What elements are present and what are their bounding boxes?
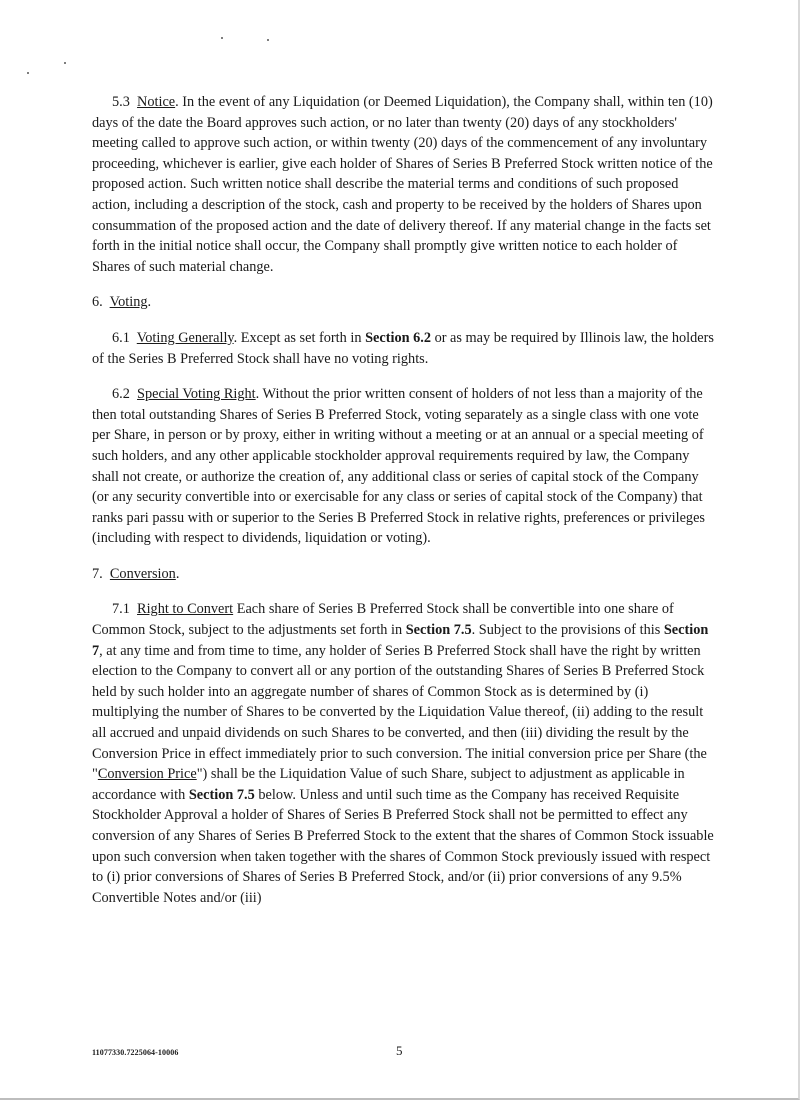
section-7-heading: 7. Conversion. — [92, 565, 180, 582]
section-number: 5.3 — [112, 94, 130, 110]
section-reference: Section 7 — [92, 622, 709, 659]
section-reference: Section 7.5 — [405, 622, 472, 639]
defined-term: Conversion Price — [97, 766, 197, 783]
section-number: 7. — [92, 565, 103, 582]
section-text: . Without the prior written consent of holders of not less than a majority of the then total outstanding Shares of Series B Preferred Stock, voting separately as a single class with one vote per Share, in person or by proxy, either in writing without a meeting or at an annual or a special meeting of such holders, and any other applicable stockholder approval requirements required by law, the Company shall not create, or authorize the creation of, any additional class or series of capital stock of the Company (or any security convertible into or exercisable for any class or series of capital stock of the Company) that ranks pari passu with or superior to the Series B Preferred Stock in relative rights, preferences or privileges (including with respect to dividends, liquidation or voting). — [92, 386, 705, 547]
section-title: Conversion — [109, 565, 176, 582]
section-title: Notice — [137, 94, 176, 110]
section-6-1: 6.1 Voting Generally. Except as set forth in Section 6.2 or as may be required by Illinois law, the holders of the Series B Preferred Stock shall have no voting rights. — [92, 329, 714, 367]
section-reference: Section 6.2 — [365, 329, 431, 346]
section-text: . In the event of any Liquidation (or Deemed Liquidation), the Company shall, within ten (10) days of the date the Board approves such action, or no later than twenty (20) days of any stockholders' meeting called to approve such action, or within twenty (20) days of the commencement of any involuntary proceeding, whichever is earlier, give each holder of Shares of Series B Preferred Stock written notice of the proposed action. Such written notice shall describe the material terms and conditions of such proposed action, including a description of the stock, cash and property to be received by the holders of Shares upon consummation of the proposed action and the date of delivery thereof. If any material change in the facts set forth in the initial notice shall occur, the Company shall promptly give written notice to each holder of Shares of such material change. — [92, 94, 713, 275]
section-6-heading: 6. Voting. — [92, 294, 152, 311]
section-number: 6.2 — [112, 386, 130, 403]
section-number: 7.1 — [112, 601, 130, 618]
section-5-3 — [92, 92, 714, 277]
section-6-2 — [92, 384, 714, 549]
section-number: 6. — [92, 294, 103, 311]
scan-speck — [64, 62, 66, 64]
section-title: Voting — [109, 294, 148, 311]
scan-speck — [267, 39, 269, 41]
scan-speck — [27, 72, 29, 74]
document-page — [92, 92, 714, 908]
section-title: Voting Generally — [136, 329, 234, 346]
section-number: 6.1 — [112, 329, 130, 346]
section-reference: Section 7.5 — [188, 786, 255, 803]
section-7-1: 7.1 Right to Convert Each share of Series B Preferred Stock shall be convertible into one share of Common Stock, subject to the adjustments set forth in Section 7.5. Subject to the provisions of this Section 7, at any time and from time to time, any holder of Series B Preferred Stock shall have the right by written election to the Company to convert all or any portion of the outstanding Shares of Series B Preferred Stock held by such holder into an aggregate number of shares of Common Stock as is determined by (i) multiplying the number of Shares to be converted by the Liquidation Value thereof, (ii) adding to the result all accrued and unpaid dividends on such Shares to be converted, and then (iii) dividing the result by the Conversion Price in effect immediately prior to such conversion. The initial conversion price per Share (the "Conversion Price") shall be the Liquidation Value of such Share, subject to adjustment as applicable in accordance with Section 7.5 below. Unless and until such time as the Company has received Requisite Stockholder Approval a holder of Shares of Series B Preferred Stock shall not be permitted to effect any conversion of any Shares of Series B Preferred Stock to the extent that the shares of Common Stock issuable upon such conversion when taken together with the shares of Common Stock previously issued with respect to (i) prior conversions of Shares of Series B Preferred Stock, and/or (ii) prior conversions of any 9.5% Convertible Notes and/or (iii) — [92, 601, 714, 906]
section-title: Special Voting Right — [137, 386, 256, 403]
scan-speck — [221, 37, 223, 39]
section-title: Right to Convert — [137, 601, 234, 618]
document-id: 11077330.7225064-10006 — [92, 1048, 179, 1057]
page-number: 5 — [396, 1043, 403, 1058]
